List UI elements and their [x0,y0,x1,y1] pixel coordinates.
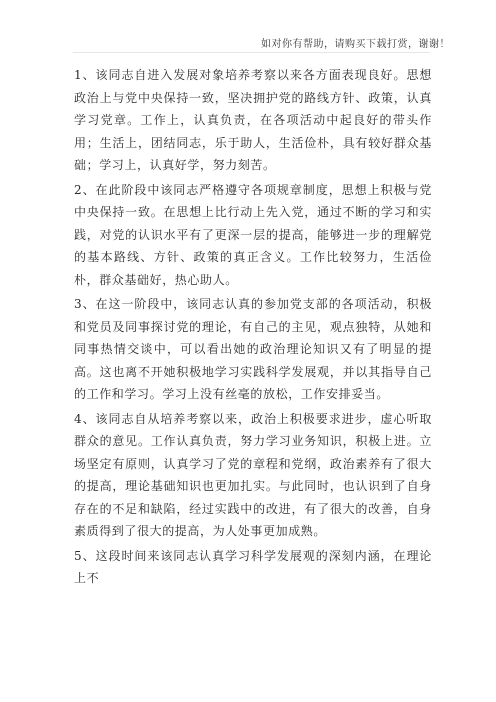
paragraph-5: 5、这段时间来该同志认真学习科学发展观的深刻内涵，在理论上不 [74,548,432,585]
header-note: 如对你有帮助，请购买下载打赏，谢谢！ [261,39,450,50]
paragraph-4: 4、该同志自从培养考察以来，政治上积极要求进步，虚心听取群众的意见。工作认真负责，努力学习业务知识，积极上进。立场坚定有原则，认真学习了党的章程和党纲，政治素养有了很大的提高，理论基础知识也更加扎实。与此同时，也认识到了自身存在的不足和缺陷，经过实践中的改进，有了很大的改善，自身素质得到了很大的提高，为人处事更加成熟。 [74,411,432,538]
paragraph-1: 1、该同志自进入发展对象培养考察以来各方面表现良好。思想政治上与党中央保持一致，坚决拥护党的路线方针、政策，认真学习党章。工作上，认真负责，在各项活动中起良好的带头作用；生活上，团结同志，乐于助人，生活俭朴，具有较好群众基础；学习上，认真好学，努力刻苦。 [74,68,432,172]
document-body [74,64,432,592]
paragraph-3: 3、在这一阶段中，该同志认真的参加党支部的各项活动，积极和党员及同事探讨党的理论，有自己的主见，观点独特，从她和同事热情交谈中，可以看出她的政治理论知识又有了明显的提高。这也离不开她积极地学习实践科学发展观，并以其指导自己的工作和学习。学习上没有丝毫的放松，工作安排妥当。 [74,297,432,401]
header-divider [73,52,430,53]
paragraph-2: 2、在此阶段中该同志严格遵守各项规章制度，思想上积极与党中央保持一致。在思想上比行动上先入党，通过不断的学习和实践，对党的认识水平有了更深一层的提高，能够进一步的理解党的基本路线、方针、政策的真正含义。工作比较努力，生活俭朴，群众基础好，热心助人。 [74,182,432,287]
